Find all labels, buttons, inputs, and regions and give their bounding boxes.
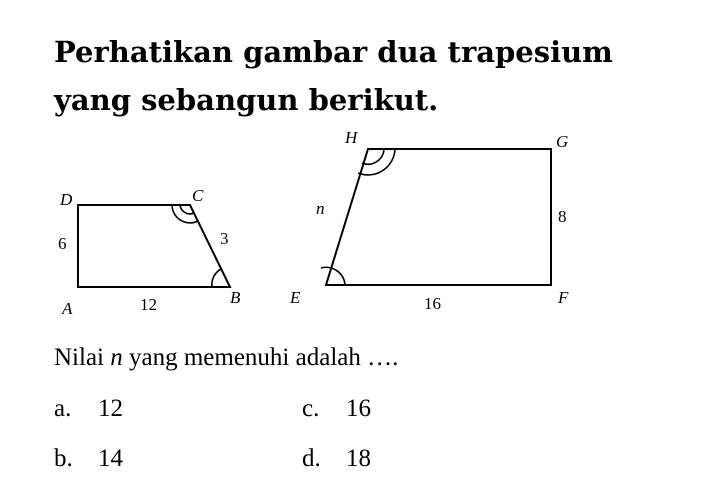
option-d[interactable] [302, 445, 371, 473]
vertex-label-c: C [192, 186, 204, 205]
angle-mark-e [321, 267, 345, 285]
vertex-label-b: B [230, 288, 241, 307]
option-a[interactable] [54, 395, 123, 423]
option-a-value: 12 [98, 395, 123, 422]
prompt-variable: n [110, 344, 123, 371]
side-label-bc: 3 [220, 229, 229, 248]
vertex-label-g: G [556, 132, 569, 151]
prompt-before: Nilai [54, 344, 111, 371]
option-c-letter: c. [302, 395, 320, 422]
option-c[interactable] [302, 395, 371, 423]
question-title: Perhatikan gambar dua trapesium yang sebangun berikut. [54, 35, 613, 117]
trapezoid-abcd [78, 205, 230, 287]
option-b[interactable] [54, 445, 123, 473]
option-c-value: 16 [346, 395, 371, 422]
option-b-value: 14 [98, 445, 123, 472]
vertex-label-h: H [345, 128, 358, 147]
side-label-ef: 16 [424, 294, 441, 313]
vertex-label-e: E [290, 288, 301, 307]
angle-mark-b [212, 269, 221, 287]
vertex-label-d: D [60, 190, 73, 209]
option-b-letter: b. [54, 445, 73, 472]
vertex-label-a: A [62, 299, 73, 318]
side-label-fg: 8 [558, 207, 567, 226]
option-d-value: 18 [346, 445, 371, 472]
trapezoid-efgh [326, 149, 551, 285]
option-d-letter: d. [302, 445, 321, 472]
question-prompt [54, 344, 398, 372]
side-label-eh: n [316, 199, 325, 218]
side-label-ab: 12 [140, 295, 157, 314]
prompt-after: yang memenuhi adalah …. [122, 344, 399, 371]
vertex-label-f: F [558, 288, 569, 307]
option-a-letter: a. [54, 395, 72, 422]
side-label-ad: 6 [58, 234, 67, 253]
